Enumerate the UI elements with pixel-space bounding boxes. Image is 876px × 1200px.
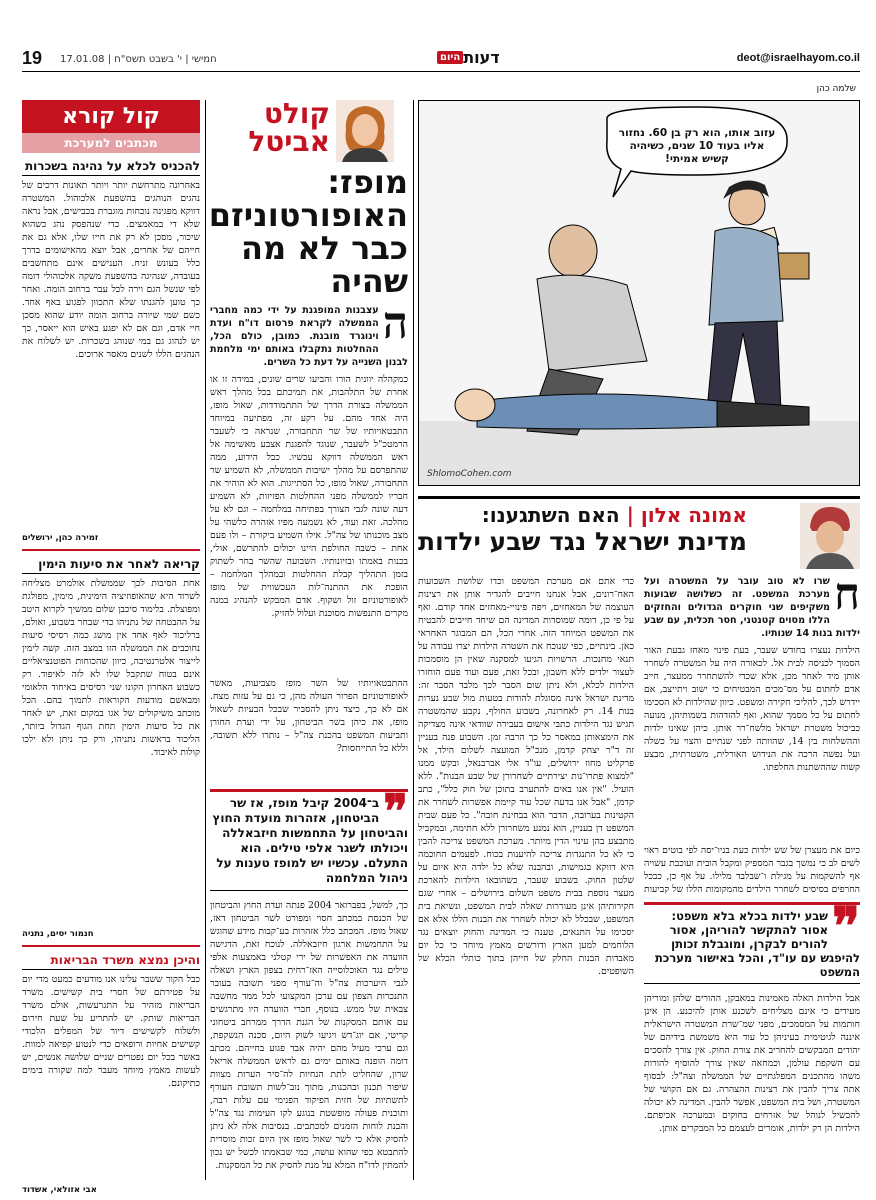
column-body: ההתבטאויותיו של השר מופז מצביעות, מאשר לאופורטוניזם הפרור העולה מהן, כי גם על עזות מצח. אם לא כך, כיצד ניתן להסביר שבכל הבעיות לשאול מופז, את כיהן בשר הביטחון, על ידי ועדת החורן ותביעות המשפט בהכנת צה"ל – נותרו ללא תשובה, וללא כל התייחסות?: [210, 678, 408, 754]
column-headline: מופז: האופורטוניזם כבר לא מה שהיה: [208, 163, 408, 300]
pull-quote: [644, 896, 860, 984]
letter-body: אחת הסיבות לכך שממשלת אולמרט מצליחה לשרוד היא שהאופוזיציה הימינית, מימין, מפולגת ומפוצלת. בלימוד סיכבן שלום ממשיך לקרוא היטב על ההבטחה של נתניהו כדי שבחר בשבוע, ואולם, ברליכוד לאף אחד אין מושג כמה רסיסי סיעות נחוכבים את הממשלה הזו במצב הזה. קשה לימין לייצור אלטרנטיבה, כיוון שהכוחות הפוטנציאליים אינם בטוח שתקבל שלו לא לזה לאיפוד. רק כשבוע האחרון הקונו שני רסיסים באיחוד הלאומי ומבאשם מודעות הקוראות לתמוך בהם. הכל מוכתב משיקולים של אגו במקום זאת, יש לאחד את כל סיעות הימין תחת הגוף הגדול ביותר, הליכוד בראשות נתניהו, ורק כך ניתן ולא ילכו קולות לאיבוד.: [22, 578, 200, 758]
divider: [22, 969, 200, 970]
author-portrait: [800, 503, 860, 569]
letter-body: כבל הקור ששבר עלינו אנו מודעים כמעט מדי יום על פטירתם של חסרי בית קשישים. משרד הבריאות מזהיר על התגרעשות, אולם משרד הבריאות שותק. יש להתריע על שעת חירום ולשלוח לקשישים דיור של המפלים הלכודי קשישים אחיות ורופאים כדי לנטוע קפיאה למוות. באשר בכל יום נפטרים שניים שלושה אנשים, יש לעשות מאמץ מיוחד מעבר למה שקורה בימים כתיקונם.: [22, 974, 200, 1089]
author-portrait: [336, 100, 394, 162]
column-lead-text: עצבנות המופגנת על ידי כמה מחברי הממשלה לקראת פרסום דו"ח ועדת וינוגרד מובנת. כמובן, כולם הכל, ההחלטות נתקבלו באותם ימי מלחמת לבנון השנייה על דעת כל השרים.: [210, 305, 408, 368]
article-column-right: [644, 569, 860, 1200]
article-header: [418, 496, 860, 569]
letter-signature: זמירה כהן, ירושלים: [22, 533, 99, 543]
letter-signature: אבי אזולאי, אשדוד: [22, 1185, 97, 1195]
opinion-column: [208, 97, 408, 1200]
editorial-cartoon: [418, 100, 860, 486]
section-logo: [434, 48, 500, 67]
column-divider: [413, 100, 414, 1180]
column-lead: [210, 298, 408, 369]
column-body: כך, למשל, בפברואר 2004 פנתה ועדת החוץ והביטחון של הכנסת במכתב חסוי ומפורט לשר הביטחון דאז, שאול מופז. המכתב כלל אזהרות בע־קבות מידע שהוגש על התחמשות ארגון חיזבאללה. לנוכח זאת, הדגישה הוועדה את האפשרות של ירי קטלני באמצעות אלפי טילים נגד האוכלוסייה האז־רחית בצפון הארץ ושאלה לגבי היערכות צה"ל וה־עורף מפני תשובה בעובר התנכרות הצפון עם ערכן המקצועי לכל ממד מחשבה צבאית של ממש. בנוסף, חברי הוועדה היו מתרגשים עם אותם המסקנות של הגנת הדרך ממרחב ביטחוני קריטי, אם יוג־דש ויגיעו לשוק היום, סכנה הנשקפת, וגם ערכי מעיל מהם יהיה אבד פגוע בחייהם. מכתב דומה הופנה באותם ימים גם לראש הממשלה אריאל שרון, שהחליט לתת הנחיות לה־סיר הערות מצוות שיפור תכנון ובהכנות, מתוך נוב־לשות תשובת העורף לתשתיות של חזית הפיקוד הפנימי עם עלות רבה, ותוכנית פעולה מופשטת בנוגע לקו העימות נגד צה"ל והבנת לוחות הזמנים למכתבים. בנסיבות אלה לא ניתן להסיק אלא כי לשר שאול מופז אין היום זכות מוסרית להתבטא כפי שהוא עושה, כמי שבאמתו לכשל יש נכון להמתין לדו"ח המלא על מנת להסיק את כל המסקנות.: [210, 900, 408, 1171]
article-kicker: [418, 503, 747, 527]
divider: [22, 573, 200, 574]
article-body: כיום את מעצרן של שש ילדות כעת בניו־יסה לפי בוטים ראוי לשים לב כי נמשך בגבר המספיק ומקבל הובית ועוכבת עשויה אף להשקמות על מגילת ו־שבלבד מלילו. על אף כן, כבכל החרפים בסיסים לשחרר הילדים מהמקומות הללו של קביעות: [644, 845, 860, 894]
article-lead-text: שרו לא טוב עובר על המשטרה ועל מערכת המשפט. זה כשלושה שבועות משקיפים שני חוקרים הגדולים והחזקים הללו מסוים קטנטני, חסר תכלית, עם שבע ילדות בנות 14 שנותיו.: [644, 576, 860, 639]
column-byline: [210, 97, 408, 162]
pull-quote: [210, 784, 408, 891]
page-number: 19: [22, 48, 43, 68]
speech-bubble-text: עזוב אותו, הוא רק בן 60. נחזור אליו בעוד 10 שנים, כשיהיה קשיש אמיתי!: [618, 127, 776, 165]
column-author: קולט אביטל: [248, 97, 330, 158]
section-badge: היום: [437, 51, 463, 64]
article-kicker-title: האם השתגענו:: [481, 503, 620, 527]
contact-email[interactable]: deot@israelhayom.co.il: [736, 52, 860, 64]
letter-title: והיכן נמצא משרד הבריאות: [50, 953, 200, 967]
issue-date: 17.01.08 | חמישי | י' בשבט תשס"ח: [60, 54, 217, 65]
letter-item: [22, 953, 200, 1195]
divider: [22, 945, 200, 947]
article-body: כדי אתם אם מערכת המשפט וכדו שלושת השבועות האח־רונים, אבל אנחנו חייבים להגדיר אותן את רצינות העוצמה של המאחזים, ויפה פינויי-מאחזים אחד קודם. ואף על פי כן, דומה שמוסדות המדינה הם שיחד חייבים להבטיח את המשפט המיוחד הזה. אחרי הכל, הם המבוגר האחראי כאן. בינתיים, כפי שנוכח את השטרה הילדות יצרו עבודה על תנאי מחנכות. הרשויות הגיעו למסקנה שאין הן מוסמכות לעצור ילדים ללא חשבון, ובכל זאת, פעם ועוד פעם הוחזרו הילדות לכלא, ולא ניתן שום הסבר לכך מלבד הסבר זה: מדינת ישראל אינה מסוגלת להודות בטעות מול שבע נערות בנות 14. רק לאחרונה, בשבוע החולף, נקבע שהמשטרה תגיש נגד הילדות כתבי אישום בעבירה שוודאי אינה מצדיקה את הימצאותן במאסר כל כך הרבה זמן. השבוע פנה בעניין זה ד"ר יצחק קדמן, מנכ"ל המועצה לשלום הילד, אל פרקליט מחוז ירושלים, עו"ד אלי אברבנאל, ובקש ממנו "למצוא פתרו־נות יצירתיים לשחרורן של שבע הבנות". ללא הועיל. "אין אנו באים להתערב בתוכן של חוק כלל", כתב קדמן, "אבל אנו בדעה שכל עוד קיימת אפשרות לשחרר את הקטינות בערובה, הדבר הוא בבחינת חובה". כל פעם שבית המשפט דן בעניין, הוא נמנע משחרורן ללא חתימה, ובמקביל מתבצע בהן עינוי הדין מיותר. מערכת המשפט צריכה להבין כי לא כל התנגדות צריכה להיענות בכוח. לפעמים החוכמה היא דווקא בגמישות, ובהבנה שלא כל ילדה היא איום על שלטון החוק. בשבוע שעבר, כשהובאו הילדות להארכת מעצר נוספת בבית משפט השלום בירושלים – אחרי שגם חקירותיהן אינן מעוררות שאלה לבית המשפט, ונשיאת בית המשפט, שבכלל לא יכולה לשחרר את הבנות הללו אלא אם יסכימו על התנאים, טענה כי המדינה והחוק יוצאים נגד הלוחמים למען הארץ ודורשים מאמץ מיוחד כי כל יום מאבדות הבנות החלק של חייהן בתוך כותלי הכלא של השופטים.: [418, 576, 634, 977]
letter-title: קריאה לאחר את סיעות הימין: [38, 557, 200, 571]
letter-body: באחרונה מתרחשת יותר ויותר תאונות דרכים של נהגים הנוהגים בהשפעת אלכוהול. המשטרה דווקא מפגינה נוכחות מוגברת בכבישים, אבל נראה שלא די במאמצים. כדי שנהפסק נהג כשהוא שיכור, מסכן לא רק את חייו שלו, אלא גם את חייהם של אחרים, אבל יוצא מהאישומים בדרך כלל בעונש זניח. הענישים אינם מתחשבים בעובדה, שנהיגה בהשפעת משקה אלכוהולי דומה לפי שנשל הגם וירה לכל עבר ברחוב הומה. ואחר כך טוען להגנתו שלא התכוון לפגוע באף אחד. כשם שמי שיורה ברחוב הומה יודע שהוא מסכן חיי אדם, וגם אם לא יפגע באיש הוא ייאסר, כך יש לנהוג גם במי שנוהג בשכרות. יש לשלוח את הנהגים הללו לשנים מאסר ארוכים.: [22, 180, 200, 360]
article-author: אמונה אלון: [640, 503, 747, 527]
letter-signature: חנמור יסים, נתניה: [22, 929, 94, 939]
letter-item: [22, 159, 200, 543]
pull-quote-text: שבע ילדות בכלא בלא משפט: אסור להתקשר להוריהן, אסור להורים לבקרן, ומוגבלת זכותן להיפגש עם עו"ד, והכל באישור מערכת המשפט: [654, 909, 860, 979]
letters-sidebar: [22, 100, 200, 1195]
column-divider: [205, 100, 206, 1180]
feature-article: [418, 496, 860, 1200]
cartoon-credit: שלמה כהן: [816, 84, 856, 94]
article-columns: [418, 569, 860, 1200]
letter-title: להכניס לכלא על נהיגה בשכרות: [24, 159, 200, 173]
divider: [22, 175, 200, 176]
quote-mark-icon: ❞: [383, 784, 408, 838]
article-column-left: [418, 575, 634, 1200]
page-header: [22, 46, 860, 72]
article-body: אבל הילדות האלה מאמינות במאבקן, ההורים שלהן ומוריהן מעידים כי אינם מצליחים לשכנע אותן להיכנע. הן אינן חותמות על המסמכים, מפני שמ־שרת המשטרה הישראלית איננה לגיטימית בעיניהן כל עוד היא משמשת בידיהם של יהודים המבקשים להחריב את צורת החוק. אין צורך להסכים עם השקפת עולמן, וכמחאה שאין צורך להוסיף להורות משהו מהתכנים המפלגתיים של הממשלה וצה"ל: לבסוף אתה צריך להבין את רצינות ההצהרה. גם אם הקושי של המשטרה, ושל בית המשפט, אפשר להבין. המדינה לא יכולה להכשיל לנוהל של אזרחים בחוקים ובמערכה אכיפתם. הילדות הן רק ילדות, אומרים לעצמם כל המבקרים אותן.: [644, 993, 860, 1134]
drop-cap: ה: [382, 298, 408, 349]
drop-cap: ח: [833, 569, 860, 620]
divider: [22, 549, 200, 551]
cartoon-signature: ShlomoCohen.com: [427, 469, 512, 479]
article-headline: מדינת ישראל נגד שבע ילדות: [418, 527, 747, 556]
section-word: דעות: [463, 48, 500, 67]
sidebar-title: קול קורא: [22, 100, 200, 133]
article-body: הילדות נעצרו בחודש שעבר, בעת פינוי מאחז גבעת האור הסמוך לכניסה לבית אל. לכאורה היה על המשטרה לשחרר אותן מיד לאחר מכן, אלא שכדי להשתחרר ממעצר, חייב אדם לחתום על מס־מכים המבטיחים כי ישוב ויתייצב, אם יידרש לכך, להליכי חקירה ומשפט. כיוון שהילדות לא הסכימו לחתום על כל מסמך שהוא, ואף להזדהות בשמותיהן, מנועה כביכול משטרת ישראל מלשח־רר אותן. כיהן שאינו ילדות וההשלחות בין 14, שהוותה לפני שנתיים והצוי על כשלה ועל נפשה הרכה את הנידוש האורלית, משטרתית, מבצע קשוח שההשתנות החלפתו.: [644, 645, 860, 773]
column-body: כמקהלה יוונית הורו והביעו שרים שונים, במידה זו או אחרת של התלהבות, את תמיכתם בכל מהלך ראש הממשלה בצורת הדרך של התתמודדות, שאול מופז, היה אחד מהם. על רקע זה, מפתיעה במיוחד התבטאויותיו של שר התחבורה, שנראה כי לשעבר הרמטכ"ל לשעבר, שנוגד להפגנת אצבע מאשימה אל ראש הממשלה דווקא עכשיו. כבל הידוע, ממה שהתפרסם על מהלך ישיבות הממשלה, לא השמיע שר התחבורה, שאול מופז, כל הסתייגות. הוא לא הוהיר את חבריו לממשלה מפני ההחלטות הפזיזות, לא השמיע דעה שונה לגבי הצורך בפתיחה במלחמה – וגם לא על מהלכה. זאת ועוד, לא נשמעה מפיו אזהרה כלשהי על מצב מוכנותו של צה"ל. אילו השמיע ביקורת – ולו פעם אחת – כשבה החולפת היינו יכולים להתרשם, אולי, בכנות באמתו ובזיונותיו. השבועה שהשר בחר לשתוק בזמן התהליך קבלת ההחלטות ובמהלך המלחמה – הופכת את ההתנה־לות העכשווית של מופז לאופורטוניזם זול ושקוף. אדם המבקש להנהיג במנה מקרים התנפשות מסוכנת ועלול להזיק.: [210, 374, 408, 619]
sidebar-subtitle: מכתבים למערכת: [22, 133, 200, 153]
article-lead: [644, 569, 860, 640]
letter-item: [22, 557, 200, 939]
kicker-separator: |: [619, 503, 641, 527]
quote-mark-icon: ❞: [832, 896, 860, 957]
pull-quote-text: ב־2004 קיבל מופז, אז שר הביטחון, אזהרות מועדת החוץ והביטחון על התחמשות חיזבאללה ויכולתו לשגר אלפי טילים. הוא התעלם. עכשיו יש למופז טענות על ניהול המלחמה: [212, 796, 408, 885]
